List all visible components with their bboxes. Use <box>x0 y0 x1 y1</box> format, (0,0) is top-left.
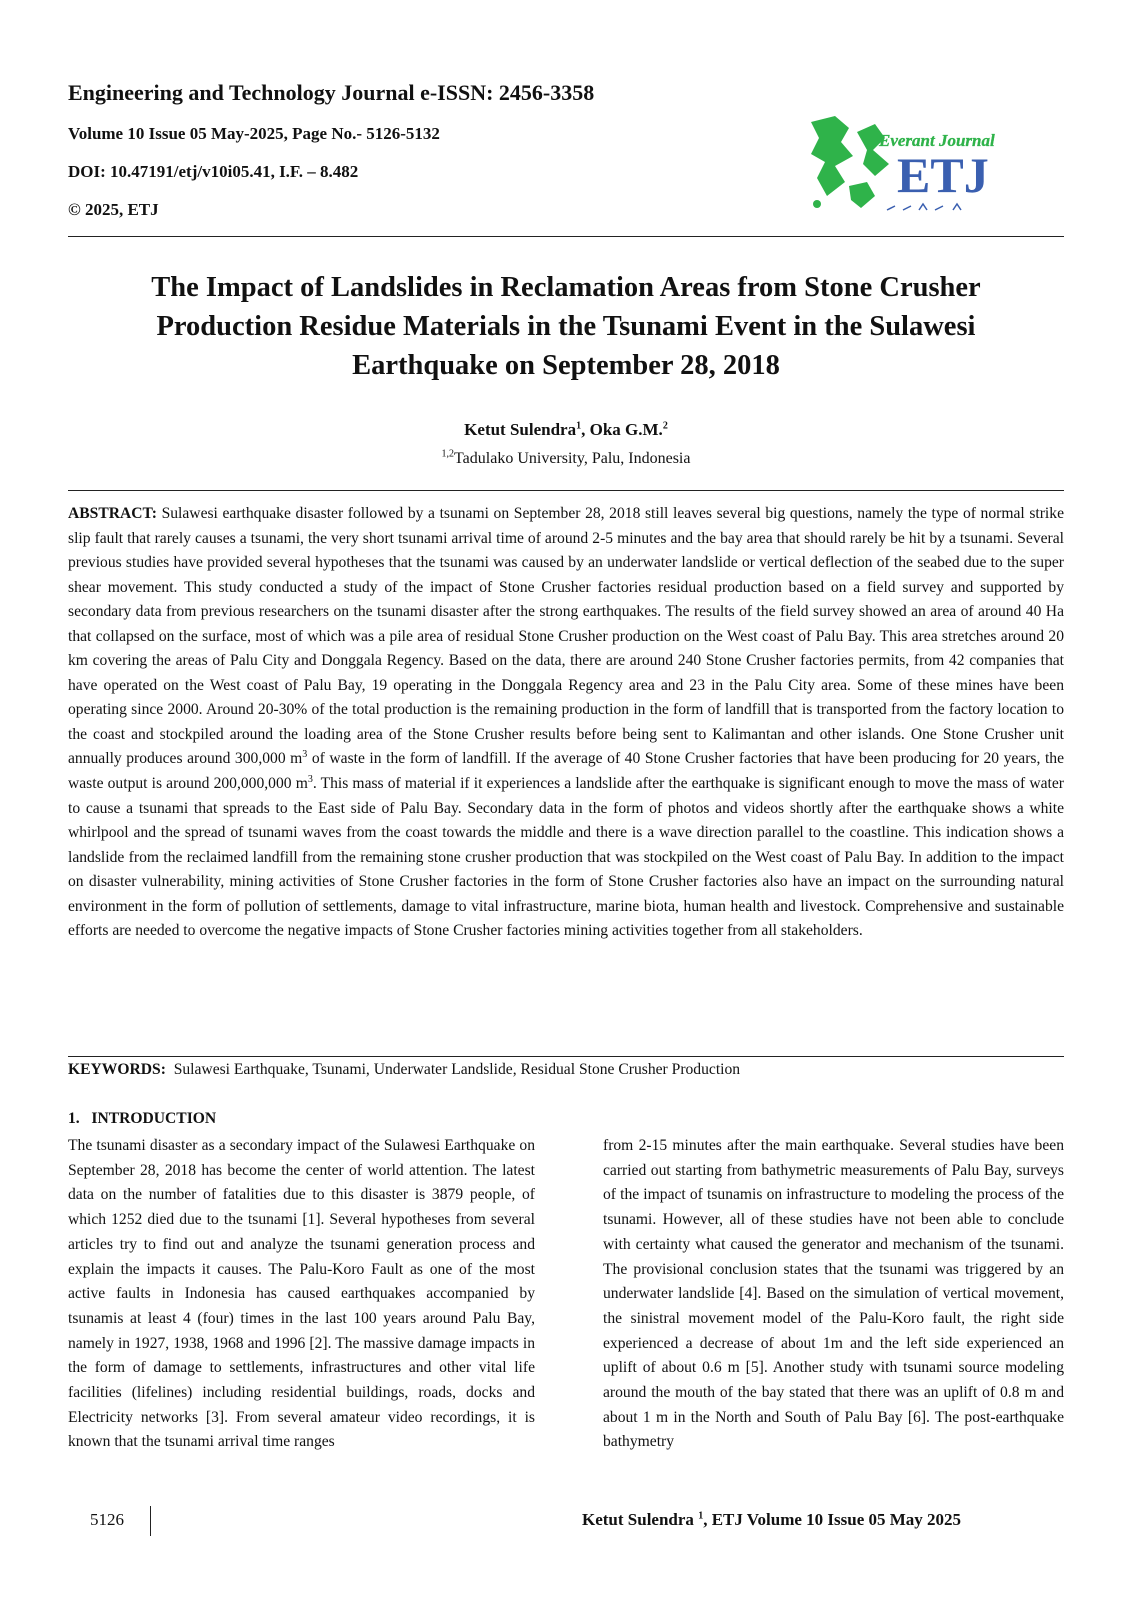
abstract <box>68 502 1064 944</box>
header-rule <box>68 236 1064 237</box>
affiliation-text: Tadulako University, Palu, Indonesia <box>454 450 691 467</box>
etj-logo <box>805 112 1015 224</box>
abstract-text-1: Sulawesi earthquake disaster followed by a tsunami on September 28, 2018 still leaves several big questions, namely the type of normal strike slip fault that rarely causes a tsunami, the very short tsunami arrival time of around 2-5 minutes and the bay area that should rarely be hit by a tsunami. Several previous studies have provided several hypotheses that the tsunami was caused by an underwater landslide or vertical deflection of the seabed due to the super shear movement. This study conducted a study of the impact of Stone Crusher factories residual production based on a field survey and supported by secondary data from previous researchers on the tsunami disaster after the strong earthquakes. The results of the field survey showed an area of around 40 Ha that collapsed on the surface, most of which was a pile area of residual Stone Crusher production on the West coast of Palu Bay. This area stretches around 20 km covering the areas of Palu City and Donggala Regency. Based on the data, there are around 240 Stone Crusher factories permits, from 42 companies that have operated on the West coast of Palu Bay, 19 operating in the Donggala Regency area and 23 in the Palu City area. Some of these mines have been operating since 2000. Around 20-30% of the total production is the remaining production in the form of landfill that is transported from the factory location to the coast and stockpiled around the loading area of the Stone Crusher results before being sent to Kalimantan and other islands. One Stone Crusher unit annually produces around 300,000 m <box>68 505 1064 768</box>
affiliation <box>0 450 1132 468</box>
keywords <box>68 1061 1064 1079</box>
copyright: © 2025, ETJ <box>68 200 159 219</box>
author-sep: , <box>581 420 590 439</box>
author-1: Ketut Sulendra <box>464 420 577 439</box>
intro-column-right: from 2-15 minutes after the main earthquake. Several studies have been carried out starting from bathymetric measurements of Palu Bay, surveys of the impact of tsunamis on infrastructure to modeling the process of the tsunami. However, all of these studies have not been able to conclude with certainty what caused the generator and mechanism of the tsunami. The provisional conclusion states that the tsunami was triggered by an underwater landslide [4]. Based on the simulation of vertical movement, the sinistral movement model of the Palu-Koro fault, the right side experienced a decrease of about 1m and the left side experienced an uplift of about 0.6 m [5]. Another study with tsunami source modeling around the mouth of the bay stated that there was an uplift of 0.8 m and about 1 m in the North and South of Palu Bay [6]. The post-earthquake bathymetry <box>603 1137 1064 1451</box>
journal-name: Engineering and Technology Journal e-ISSN: 2456-3358 <box>68 80 595 105</box>
author-2: Oka G.M. <box>589 420 663 439</box>
abstract-sup-2: 3 <box>307 773 313 785</box>
affiliation-sup: 1,2 <box>441 448 455 460</box>
author-2-sup: 2 <box>662 420 668 432</box>
doi-link[interactable]: DOI: 10.47191/etj/v10i05.41, I.F. – 8.482 <box>68 162 359 181</box>
footer-author-sup: 1 <box>698 1510 704 1522</box>
keywords-text: Sulawesi Earthquake, Tsunami, Underwater Landslide, Residual Stone Crusher Production <box>165 1061 741 1078</box>
abstract-top-rule <box>68 490 1064 491</box>
logo-text-top: Everant Journal <box>879 131 995 150</box>
abstract-text-2: of waste in the form of landfill. If the average of 40 Stone Crusher factories that have been producing for 20 years, the waste output is around 200,000,000 m <box>68 750 1064 793</box>
volume-info: Volume 10 Issue 05 May-2025, Page No.- 5126-5132 <box>68 124 440 143</box>
page-number: 5126 <box>90 1510 124 1529</box>
intro-column-left: The tsunami disaster as a secondary impact of the Sulawesi Earthquake on September 28, 2018 has become the center of world attention. The latest data on the number of fatalities due to this disaster is 3879 people, of which 1252 died due to the tsunami [1]. Several hypotheses from several articles try to find out and analyze the tsunami generation process and explain the impacts it causes. The Palu-Koro Fault as one of the most active faults in Indonesia has caused earthquakes accompanied by tsunamis at least 4 (four) times in the last 100 years around Palu Bay, namely in 1927, 1938, 1968 and 1996 [2]. The massive damage impacts in the form of damage to settlements, infrastructures and other vital life facilities (lifelines) including residential buildings, roads, docks and Electricity networks [3]. From several amateur video recordings, it is known that the tsunami arrival time ranges <box>68 1137 535 1451</box>
abstract-label: ABSTRACT: <box>68 505 157 522</box>
logo-text-main: ETJ <box>897 147 989 203</box>
abstract-text-3: . This mass of material if it experiences a landslide after the earthquake is significant enough to move the mass of water to cause a tsunami that spreads to the East side of Palu Bay. Secondary data in the form of photos and videos shortly after the earthquake shows a white whirlpool and the spread of tsunami waves from the coast towards the middle and there is a wave direction parallel to the coastline. This indication shows a landslide from the reclaimed landfill from the remaining stone crusher production that was stockpiled on the West coast of Palu Bay. In addition to the impact on disaster vulnerability, mining activities of Stone Crusher factories in the form of Stone Crusher factories also have an impact on the surrounding natural environment in the form of pollution of settlements, damage to vital infrastructure, marine biota, human health and livestock. Comprehensive and sustainable efforts are needed to overcome the negative impacts of Stone Crusher factories mining activities together from all stakeholders. <box>68 775 1064 940</box>
author-line <box>0 420 1132 440</box>
footer-divider <box>150 1506 151 1536</box>
footer-rest: , ETJ Volume 10 Issue 05 May 2025 <box>703 1510 962 1529</box>
section-heading-introduction: 1. INTRODUCTION <box>68 1110 217 1127</box>
paper-title: The Impact of Landslides in Reclamation Areas from Stone Crusher Production Residue Materials in the Tsunami Event in the Sulawesi Earthquake on September 28, 2018 <box>151 272 981 381</box>
footer-citation <box>582 1510 961 1530</box>
footer-author: Ketut Sulendra <box>582 1510 699 1529</box>
abstract-bottom-rule <box>68 1056 1064 1057</box>
keywords-label: KEYWORDS: <box>68 1061 166 1078</box>
abstract-sup-1: 3 <box>302 749 308 761</box>
author-1-sup: 1 <box>576 420 582 432</box>
